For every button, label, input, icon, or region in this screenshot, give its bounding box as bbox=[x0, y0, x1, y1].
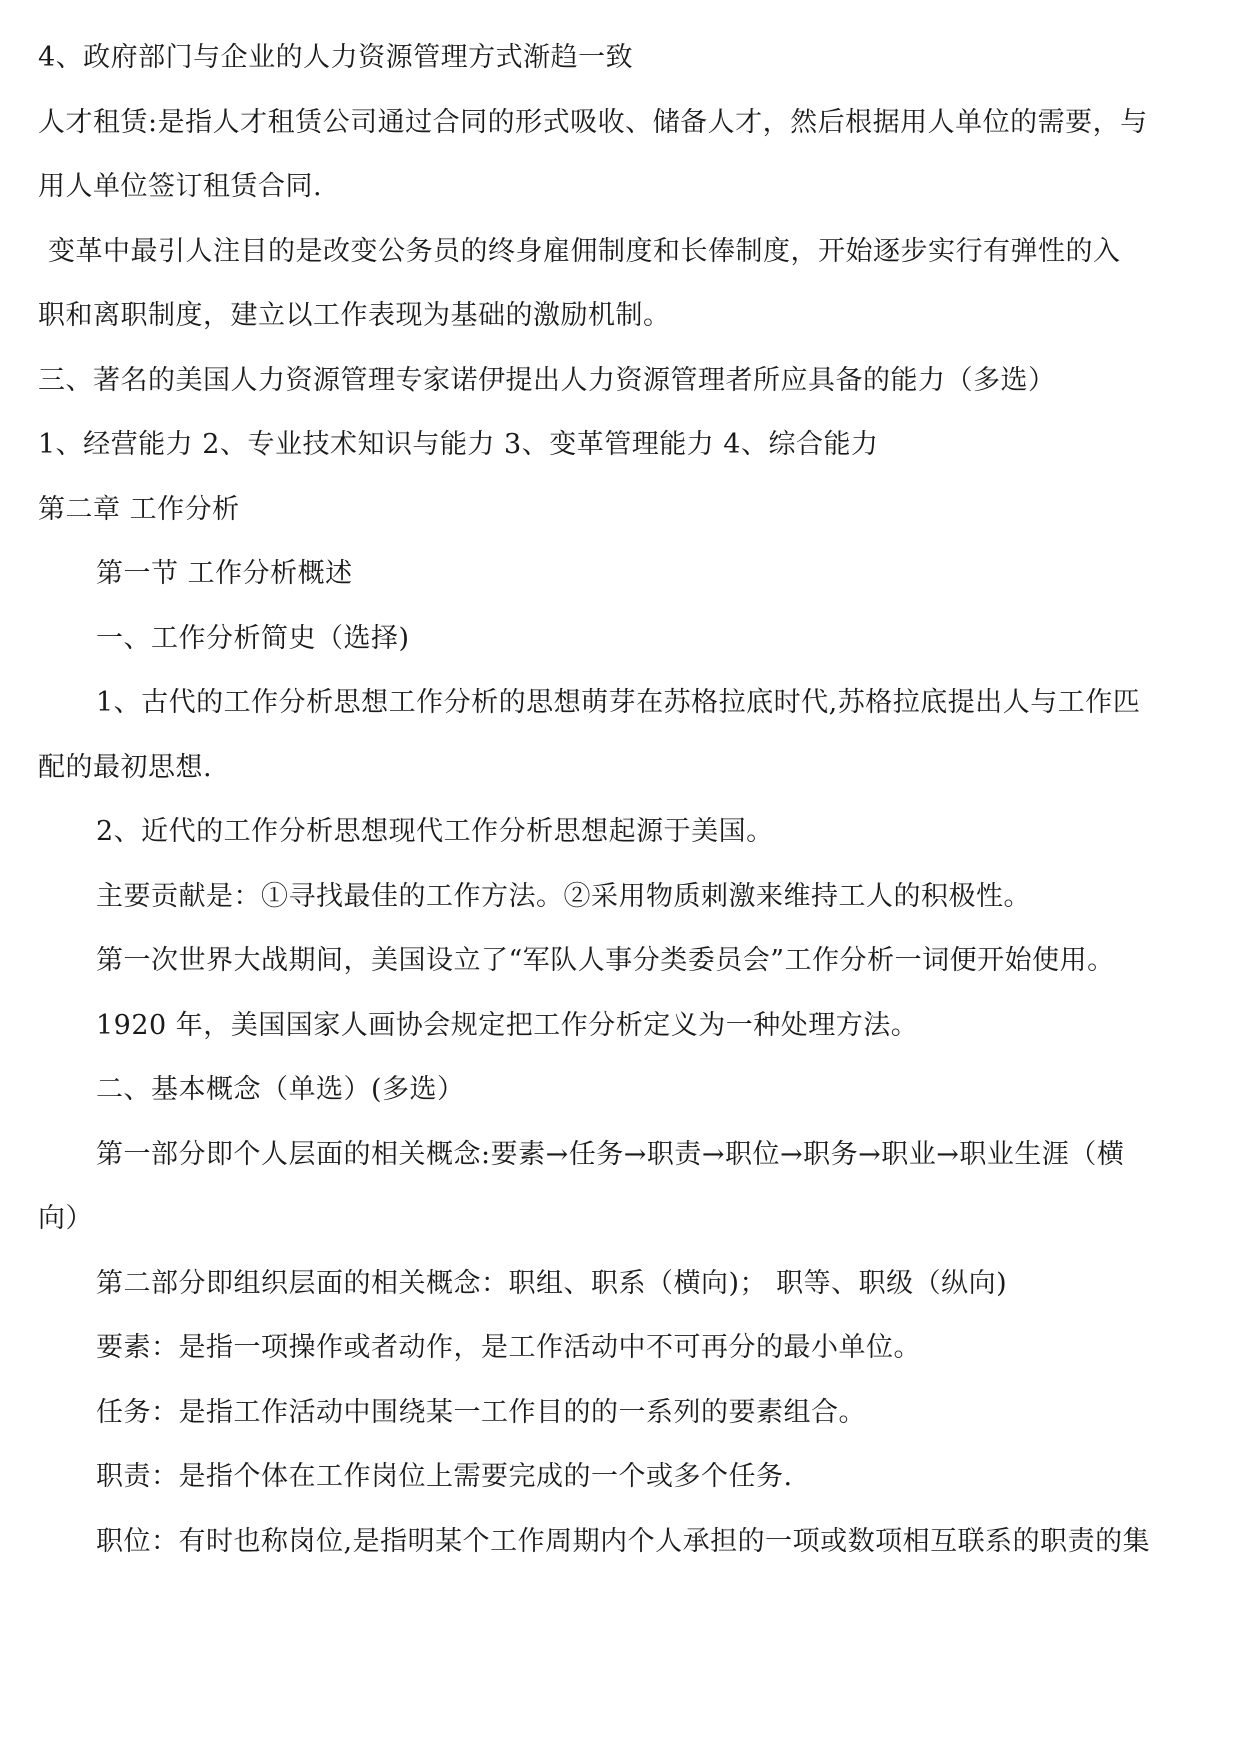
document-page bbox=[38, 26, 1208, 1574]
text-line-18: 第一部分即个人层面的相关概念:要素→任务→职责→职位→职务→职业→职业生涯（横 bbox=[96, 1138, 1125, 1170]
text-line-20: 第二部分即组织层面的相关概念：职组、职系（横向)； 职等、职级（纵向) bbox=[96, 1267, 1008, 1299]
text-line-23: 职责：是指个体在工作岗位上需要完成的一个或多个任务. bbox=[96, 1461, 793, 1492]
text-line-4: 变革中最引人注目的是改变公务员的终身雇佣制度和长俸制度，开始逐步实行有弹性的入 bbox=[48, 235, 1121, 267]
text-line-5: 职和离职制度，建立以工作表现为基础的激励机制。 bbox=[38, 300, 671, 331]
text-line-3: 用人单位签订租赁合同. bbox=[38, 171, 323, 202]
text-line-2: 人才租赁:是指人才租赁公司通过合同的形式吸收、储备人才，然后根据用人单位的需要，与 bbox=[38, 106, 1148, 138]
text-line-12: 配的最初思想. bbox=[38, 751, 213, 783]
section-heading-1: 第一节 工作分析概述 bbox=[96, 558, 353, 589]
text-line-1: 4、政府部门与企业的人力资源管理方式渐趋一致 bbox=[38, 42, 634, 73]
text-line-11: 1、古代的工作分析思想工作分析的思想萌芽在苏格拉底时代,苏格拉底提出人与工作匹 bbox=[96, 687, 1141, 718]
text-line-19: 向） bbox=[38, 1203, 93, 1234]
text-line-14: 主要贡献是：①寻找最佳的工作方法。②采用物质刺激来维持工人的积极性。 bbox=[96, 880, 1031, 912]
text-line-24: 职位：有时也称岗位,是指明某个工作周期内个人承担的一项或数项相互联系的职责的集 bbox=[96, 1525, 1151, 1557]
subsection-heading-1: 一、工作分析简史（选择) bbox=[96, 622, 410, 654]
chapter-heading-2: 第二章 工作分析 bbox=[38, 493, 240, 525]
text-line-21: 要素：是指一项操作或者动作，是工作活动中不可再分的最小单位。 bbox=[96, 1332, 921, 1363]
text-line-15: 第一次世界大战期间，美国设立了“军队人事分类委员会”工作分析一词便开始使用。 bbox=[96, 945, 1115, 976]
text-line-22: 任务：是指工作活动中围绕某一工作目的的一系列的要素组合。 bbox=[96, 1396, 866, 1428]
subsection-heading-2: 二、基本概念（单选）(多选） bbox=[96, 1074, 465, 1105]
text-line-7: 1、经营能力 2、专业技术知识与能力 3、变革管理能力 4、综合能力 bbox=[38, 429, 879, 460]
text-line-13: 2、近代的工作分析思想现代工作分析思想起源于美国。 bbox=[96, 816, 774, 847]
section-heading-3: 三、著名的美国人力资源管理专家诺伊提出人力资源管理者所应具备的能力（多选） bbox=[38, 364, 1056, 396]
text-line-16: 1920 年，美国国家人画协会规定把工作分析定义为一种处理方法。 bbox=[96, 1009, 919, 1041]
